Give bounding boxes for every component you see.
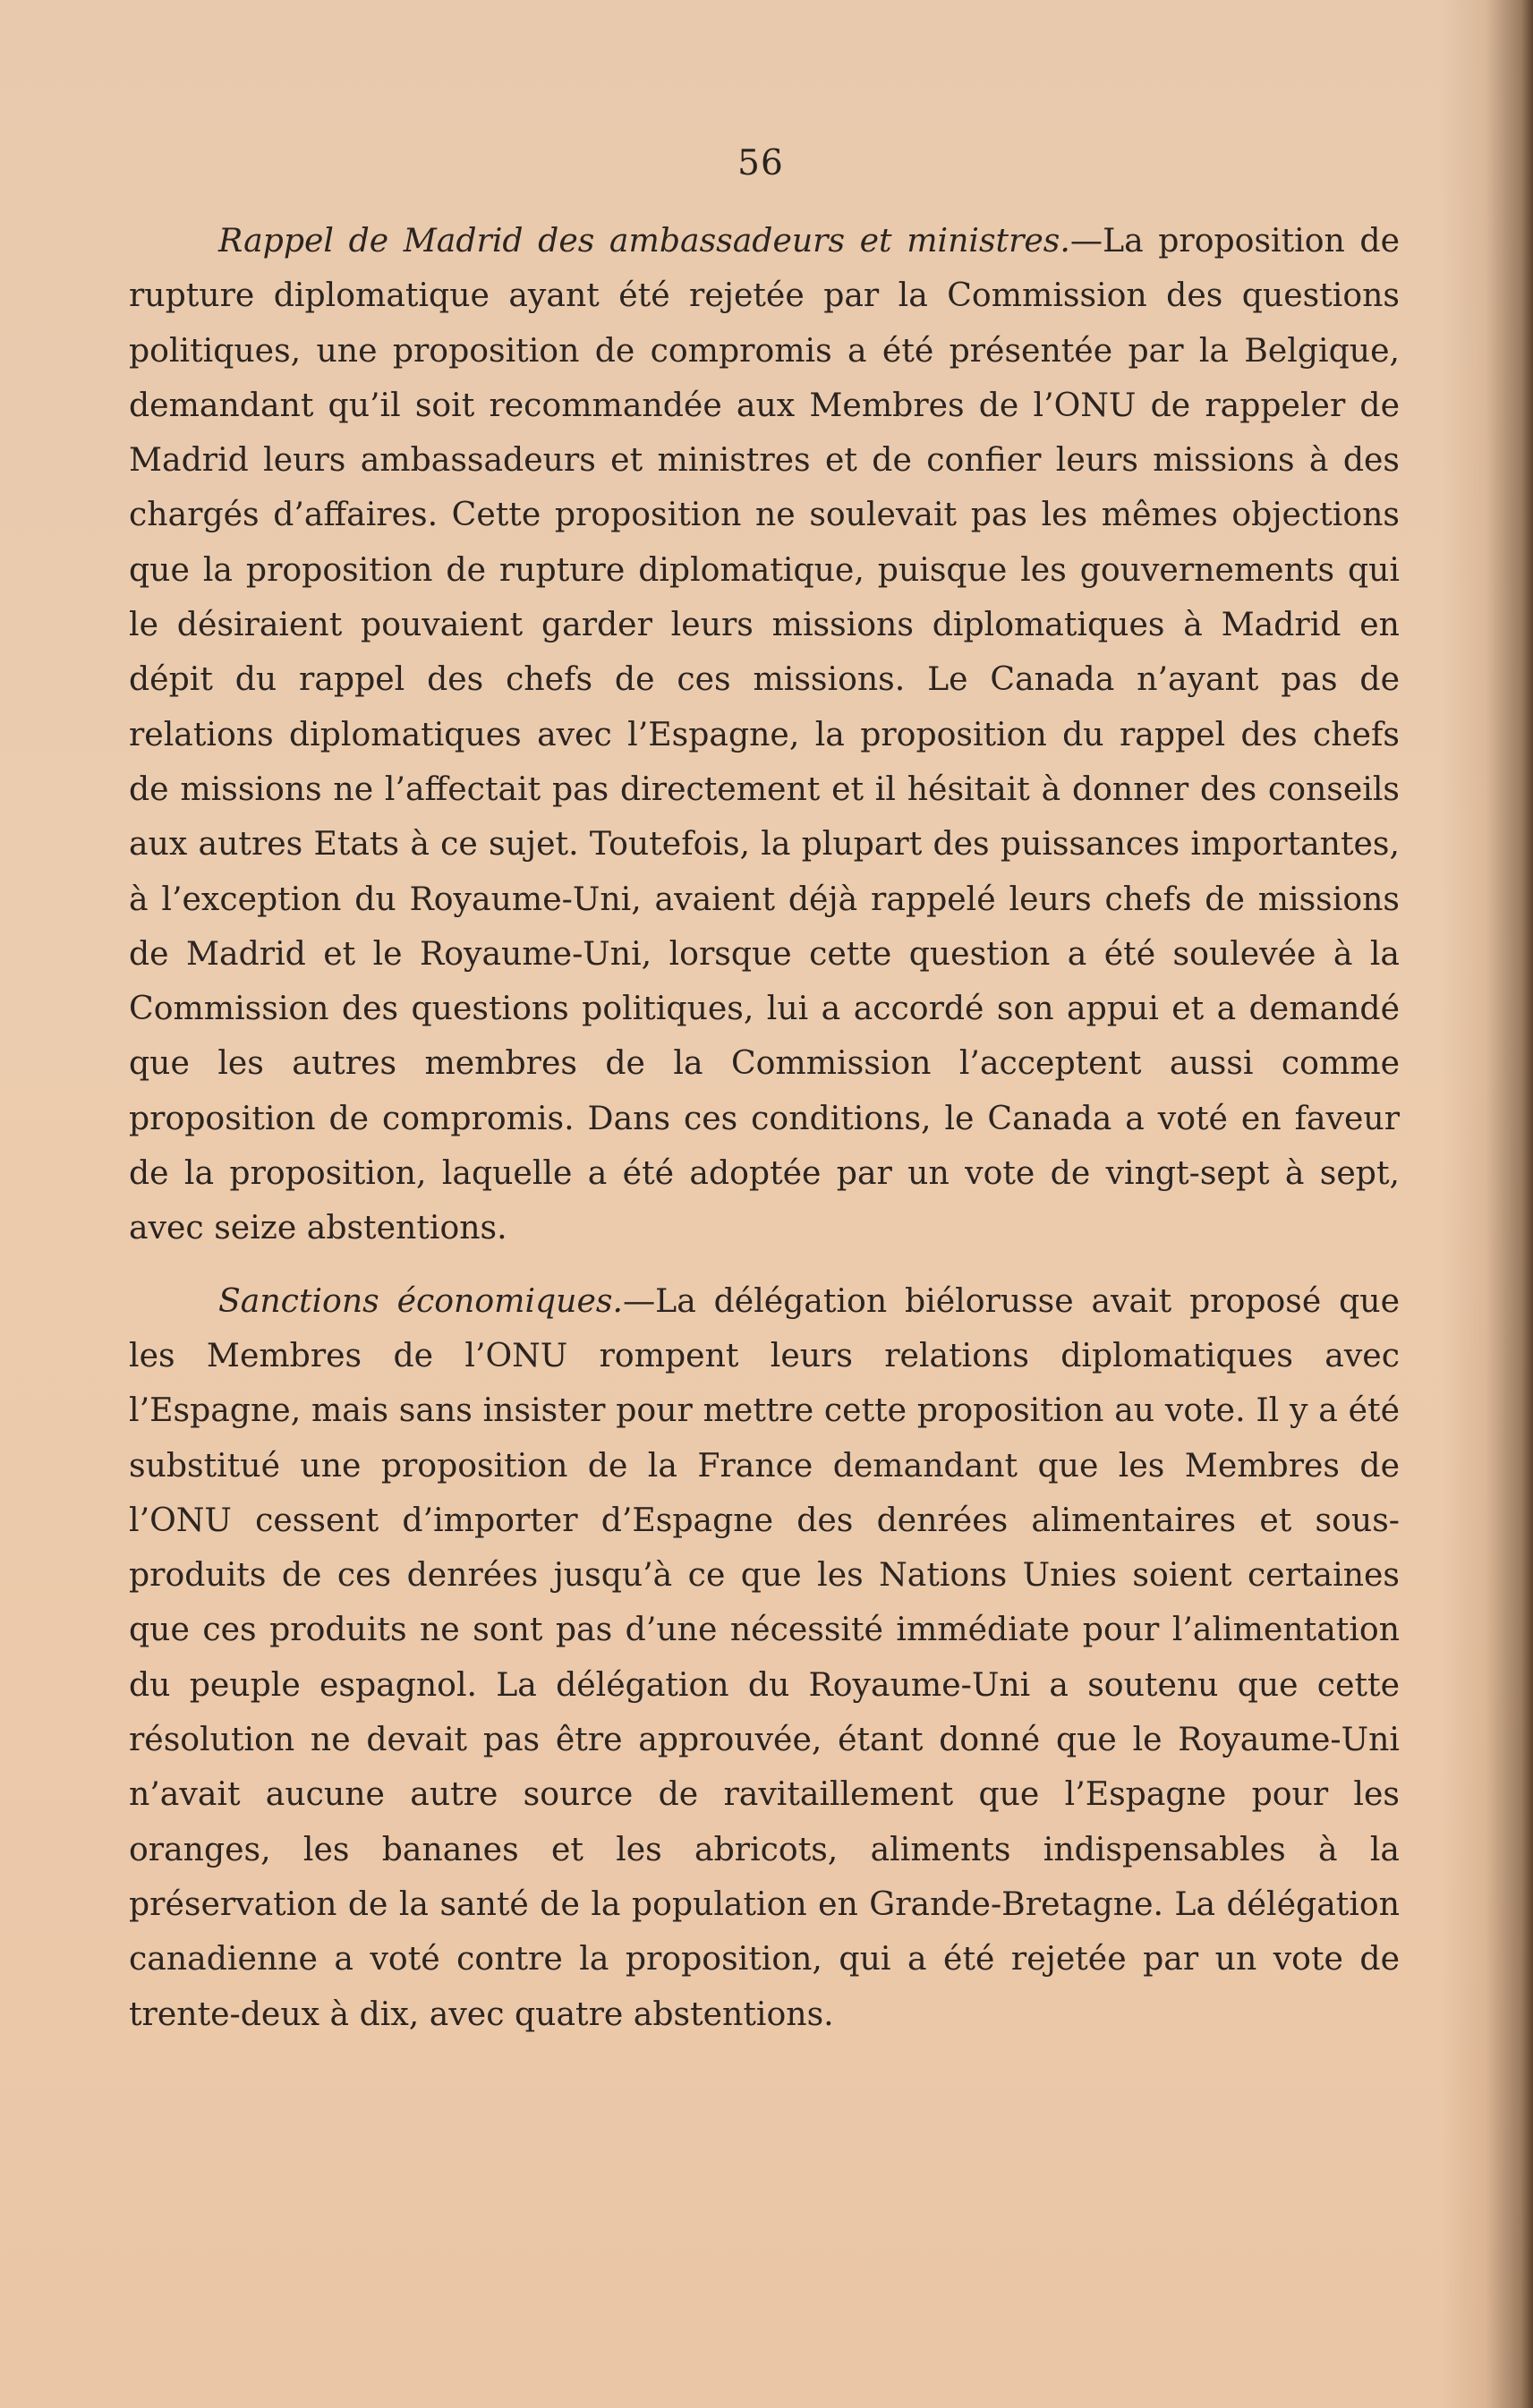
paragraph-sanctions-economiques: [129, 1273, 1400, 2041]
paragraph-text: —La délégation biélorusse avait proposé que les Membres de l’ONU rompent leurs relations diplomatiques avec l’Espagne, mais sans insister pour mettre cette proposition au vote. Il y a été substitué une proposition de la France demandant que les Membres de l’ONU cessent d’importer d’Espagne des denrées alimentaires et sous-produits de ces denrées jusqu’à ce que les Nations Unies soient certaines que ces produits ne sont pas d’une nécessité immédiate pour l’alimentation du peuple espagnol. La délégation du Royaume-Uni a soutenu que cette résolution ne devait pas être approuvée, étant donné que le Royaume-Uni n’avait aucune autre source de ravitaillement que l’Espagne pour les oranges, les bananes et les abricots, aliments indispensables à la préservation de la santé de la population en Grande-Bretagne. La délégation canadienne a voté contre la proposition, qui a été rejetée par un vote de trente-deux à dix, avec quatre abstentions.: [129, 1281, 1400, 2033]
page-number: 56: [737, 143, 784, 183]
paragraph-heading: Rappel de Madrid des ambassadeurs et ministres.: [218, 221, 1070, 260]
paragraph-rappel-de-madrid: [129, 213, 1400, 1255]
paragraph-text: —La proposition de rupture diplomatique ayant été rejetée par la Commission des questions politiques, une proposition de compromis a été présentée par la Belgique, demandant qu’il soit recommandée aux Membres de l’ONU de rappeler de Madrid leurs ambassadeurs et ministres et de confier leurs missions à des chargés d’affaires. Cette proposition ne soulevait pas les mêmes objections que la proposition de rupture diplomatique, puisque les gouvernements qui le désiraient pouvaient garder leurs missions diplomatiques à Madrid en dépit du rappel des chefs de ces missions. Le Canada n’ayant pas de relations diplomatiques avec l’Espagne, la proposition du rappel des chefs de missions ne l’affectait pas directement et il hésitait à donner des conseils aux autres Etats à ce sujet. Toutefois, la plupart des puissances importantes, à l’exception du Royaume-Uni, avaient déjà rappelé leurs chefs de missions de Madrid et le Royaume-Uni, lorsque cette question a été soulevée à la Commission des questions politiques, lui a accordé son appui et a demandé que les autres membres de la Commission l’acceptent aussi comme proposition de compromis. Dans ces conditions, le Canada a voté en faveur de la proposition, laquelle a été adoptée par un vote de vingt-sept à sept, avec seize abstentions.: [129, 221, 1401, 1247]
body-text: [129, 213, 1400, 2041]
paragraph-heading: Sanctions économiques.: [218, 1281, 623, 1320]
